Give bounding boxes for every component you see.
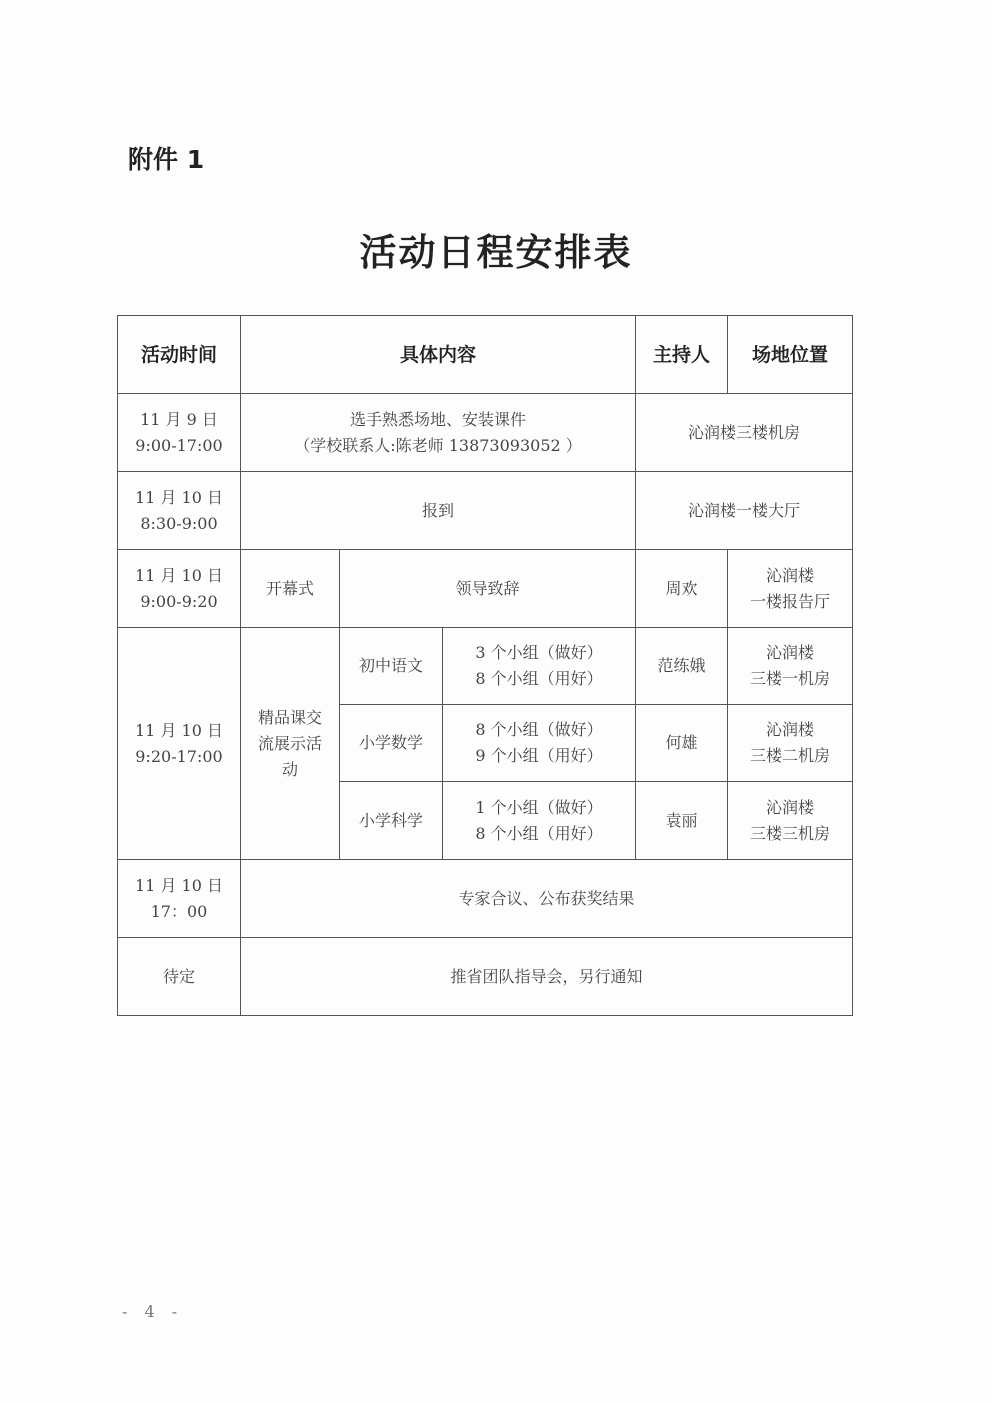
event-line: 流展示活 xyxy=(257,733,322,753)
time-text: 8:30-9:00 xyxy=(140,513,218,533)
group-line: 9 个小组（用好） xyxy=(475,746,603,765)
content-cell xyxy=(241,394,636,472)
group-line: 8 个小组（做好） xyxy=(475,720,603,739)
event-cell: 开幕式 xyxy=(241,550,340,628)
location-line: 沁润楼 xyxy=(766,797,815,817)
location-line: 三楼一机房 xyxy=(750,669,831,688)
location-cell xyxy=(728,628,853,705)
time-cell: 待定 xyxy=(118,938,241,1016)
header-row xyxy=(118,316,853,394)
time-cell xyxy=(118,860,241,938)
location-cell xyxy=(728,550,853,628)
time-text: 9:00-9:20 xyxy=(140,591,218,611)
event-line: 动 xyxy=(281,759,298,779)
time-text: 9:20-17:00 xyxy=(135,746,223,766)
date-text: 11 月 10 日 xyxy=(135,875,223,895)
page-title: 活动日程安排表 xyxy=(359,230,633,274)
location-line: 三楼二机房 xyxy=(750,746,831,765)
subject-cell: 小学数学 xyxy=(340,705,443,782)
content-text: 选手熟悉场地、安装课件 xyxy=(350,409,527,429)
host-cell: 何雄 xyxy=(636,705,728,782)
group-line: 3 个小组（做好） xyxy=(475,643,603,662)
time-cell xyxy=(118,550,241,628)
table-row xyxy=(118,628,853,705)
date-text: 11 月 10 日 xyxy=(135,720,223,740)
table-row xyxy=(118,472,853,550)
subject-cell: 小学科学 xyxy=(340,782,443,860)
content-cell: 推省团队指导会，另行通知 xyxy=(241,938,853,1016)
header-location: 场地位置 xyxy=(728,316,853,394)
schedule-table xyxy=(117,315,853,1016)
header-content: 具体内容 xyxy=(241,316,636,394)
time-text: 17：00 xyxy=(150,901,208,921)
host-cell: 袁丽 xyxy=(636,782,728,860)
time-cell xyxy=(118,394,241,472)
event-cell xyxy=(241,628,340,860)
table-row xyxy=(118,550,853,628)
location-cell xyxy=(728,705,853,782)
host-cell: 范练娥 xyxy=(636,628,728,705)
group-cell xyxy=(443,628,636,705)
table-row xyxy=(118,394,853,472)
group-line: 8 个小组（用好） xyxy=(475,823,603,843)
subject-cell: 初中语文 xyxy=(340,628,443,705)
location-cell: 沁润楼一楼大厅 xyxy=(636,472,853,550)
location-line: 沁润楼 xyxy=(766,565,815,585)
group-cell xyxy=(443,705,636,782)
attachment-label: 附件 1 xyxy=(128,145,205,174)
content-cell: 报到 xyxy=(241,472,636,550)
location-cell xyxy=(728,782,853,860)
host-cell: 周欢 xyxy=(636,550,728,628)
contact-text: （学校联系人:陈老师 13873093052 ） xyxy=(294,435,582,455)
location-line: 一楼报告厅 xyxy=(750,591,831,611)
location-line: 三楼三机房 xyxy=(750,823,831,843)
header-host: 主持人 xyxy=(636,316,728,394)
time-cell xyxy=(118,628,241,860)
time-text: 9:00-17:00 xyxy=(135,435,223,455)
date-text: 11 月 10 日 xyxy=(135,487,223,507)
location-line: 沁润楼 xyxy=(766,720,815,739)
table-row xyxy=(118,938,853,1016)
page-number: - 4 - xyxy=(122,1302,184,1321)
date-text: 11 月 10 日 xyxy=(135,565,223,585)
content-cell: 领导致辞 xyxy=(340,550,636,628)
location-cell: 沁润楼三楼机房 xyxy=(636,394,853,472)
group-line: 8 个小组（用好） xyxy=(475,669,603,688)
location-line: 沁润楼 xyxy=(766,643,815,662)
header-time: 活动时间 xyxy=(118,316,241,394)
table-row xyxy=(118,860,853,938)
group-line: 1 个小组（做好） xyxy=(475,797,603,817)
time-cell xyxy=(118,472,241,550)
group-cell xyxy=(443,782,636,860)
event-line: 精品课交 xyxy=(257,707,322,727)
date-text: 11 月 9 日 xyxy=(140,409,218,429)
content-cell: 专家合议、公布获奖结果 xyxy=(241,860,853,938)
